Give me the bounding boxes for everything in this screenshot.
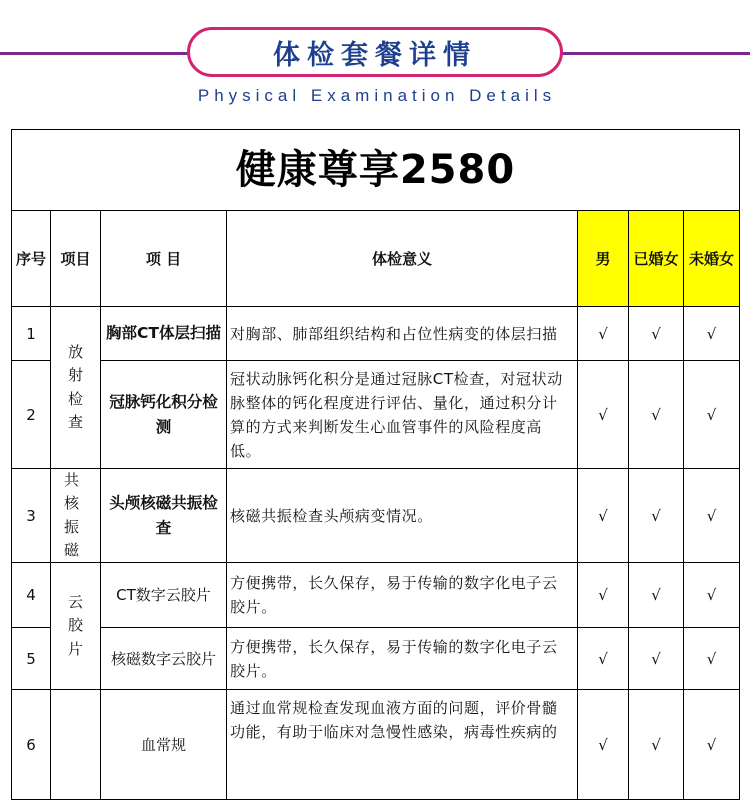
header-divider-left [0, 52, 190, 55]
check-male: √ [578, 469, 629, 563]
column-header-no: 序号 [12, 211, 51, 307]
category-cloud-film: 云胶片 [51, 563, 101, 690]
package-name: 健康尊享2580 [12, 130, 740, 211]
item-name: 胸部CT体层扫描 [101, 307, 227, 361]
category-radiology: 放射检查 [51, 307, 101, 469]
table-row [12, 361, 740, 469]
item-name: 核磁数字云胶片 [101, 628, 227, 690]
check-married-female: √ [629, 469, 684, 563]
column-header-married-female: 已婚女 [629, 211, 684, 307]
column-header-category: 项目 [51, 211, 101, 307]
item-name: 冠脉钙化积分检测 [101, 361, 227, 469]
check-male: √ [578, 563, 629, 628]
check-married-female: √ [629, 628, 684, 690]
item-name: 头颅核磁共振检查 [101, 469, 227, 563]
exam-table-container [11, 129, 739, 800]
check-male: √ [578, 307, 629, 361]
check-married-female: √ [629, 307, 684, 361]
row-number: 6 [12, 690, 51, 800]
category-mri: 共核振磁 [51, 469, 101, 563]
check-male: √ [578, 690, 629, 800]
table-row [12, 563, 740, 628]
check-unmarried-female: √ [684, 469, 740, 563]
table-row [12, 628, 740, 690]
page-subtitle: Physical Examination Details [197, 86, 557, 105]
item-name: 血常规 [101, 690, 227, 800]
item-meaning: 冠状动脉钙化积分是通过冠脉CT检查，对冠状动脉整体的钙化程度进行评估、量化，通过积分计算的方式来判断发生心血管事件的风险程度高低。 [227, 361, 578, 469]
row-number: 3 [12, 469, 51, 563]
item-meaning: 通过血常规检查发现血液方面的问题，评价骨髓功能，有助于临床对急慢性感染，病毒性疾病的 [227, 690, 578, 800]
table-row [12, 307, 740, 361]
item-meaning: 对胸部、肺部组织结构和占位性病变的体层扫描 [227, 307, 578, 361]
title-pill [187, 27, 563, 77]
column-header-unmarried-female: 未婚女 [684, 211, 740, 307]
item-name: CT数字云胶片 [101, 563, 227, 628]
check-unmarried-female: √ [684, 361, 740, 469]
table-header-row [12, 211, 740, 307]
category-blank [51, 690, 101, 800]
row-number: 2 [12, 361, 51, 469]
check-unmarried-female: √ [684, 628, 740, 690]
check-male: √ [578, 361, 629, 469]
check-married-female: √ [629, 690, 684, 800]
item-meaning: 核磁共振检查头颅病变情况。 [227, 469, 578, 563]
table-row [12, 690, 740, 800]
row-number: 5 [12, 628, 51, 690]
check-unmarried-female: √ [684, 307, 740, 361]
check-unmarried-female: √ [684, 690, 740, 800]
header-divider-right [562, 52, 750, 55]
column-header-item: 项 目 [101, 211, 227, 307]
row-number: 1 [12, 307, 51, 361]
column-header-male: 男 [578, 211, 629, 307]
row-number: 4 [12, 563, 51, 628]
item-meaning: 方便携带，长久保存，易于传输的数字化电子云胶片。 [227, 563, 578, 628]
check-married-female: √ [629, 361, 684, 469]
column-header-meaning: 体检意义 [227, 211, 578, 307]
item-meaning: 方便携带，长久保存，易于传输的数字化电子云胶片。 [227, 628, 578, 690]
exam-table [11, 129, 740, 800]
table-row [12, 469, 740, 563]
check-married-female: √ [629, 563, 684, 628]
check-male: √ [578, 628, 629, 690]
page-title: 体检套餐详情 [273, 39, 477, 71]
check-unmarried-female: √ [684, 563, 740, 628]
page-header [0, 0, 750, 120]
